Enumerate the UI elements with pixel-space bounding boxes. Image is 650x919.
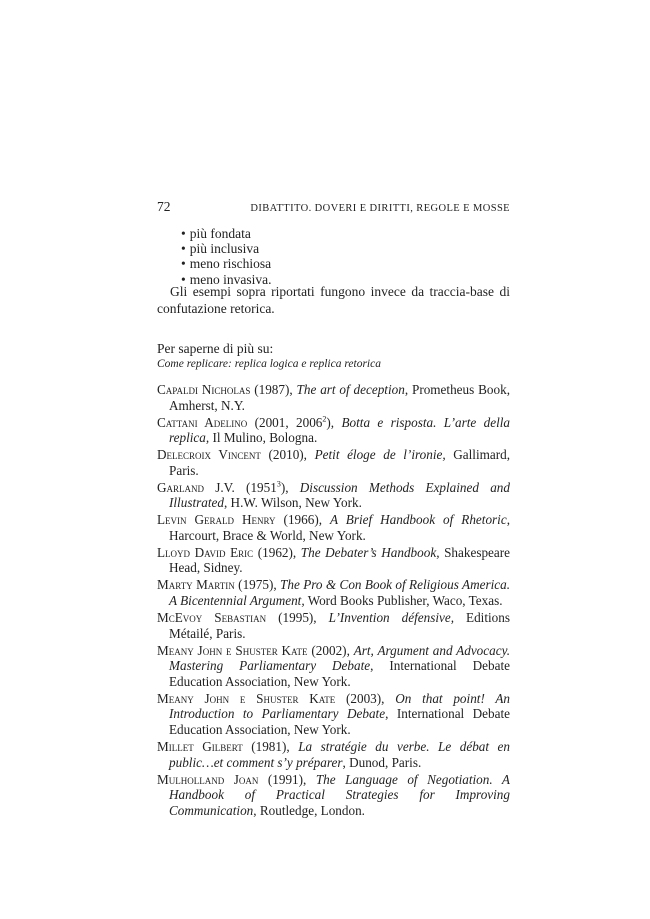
reference-author: Cattani Adelino <box>157 414 248 430</box>
reference-entry <box>157 691 510 738</box>
reference-publisher: Word Books Publisher, Waco, Texas. <box>304 593 503 609</box>
reference-year-close: ), <box>280 479 300 495</box>
reference-year: (1966), <box>283 512 330 528</box>
reference-entry <box>157 739 510 770</box>
running-head: DIBATTITO. DOVERI E DIRITTI, REGOLE E MOSSE <box>250 203 510 214</box>
reference-publisher: , International Debate Education Association, New York. <box>169 658 510 689</box>
reference-author: Mulholland Joan <box>157 771 259 787</box>
reference-publisher: , H.W. Wilson, New York. <box>223 495 362 511</box>
reference-title: Botta e risposta. L’arte della replica, <box>169 414 510 446</box>
bullet-item: • più inclusiva <box>181 241 271 256</box>
reference-author: Lloyd David Eric <box>157 544 254 560</box>
reference-author: Garland J.V. <box>157 479 235 495</box>
further-reading <box>157 341 510 372</box>
reference-entry <box>157 643 510 690</box>
reference-entry <box>157 512 510 543</box>
reference-entry <box>157 545 510 576</box>
reference-year: (1981), <box>251 738 299 754</box>
reference-author: McEvoy Sebastian <box>157 610 267 626</box>
reference-publisher: Editions Métailé, Paris. <box>169 610 510 641</box>
reference-publisher: Gallimard, Paris. <box>169 447 510 478</box>
reference-year: (1991), <box>267 771 316 787</box>
further-reading-subtitle: Come replicare: replica logica e replica retorica <box>157 358 381 370</box>
reference-entry <box>157 480 510 511</box>
further-reading-label: Per saperne di più su: <box>157 341 274 356</box>
reference-year: (2001, 2006 <box>254 414 323 430</box>
reference-title: The art of deception <box>296 382 405 397</box>
reference-publisher: Shakespeare Head, Sidney. <box>169 544 510 576</box>
reference-author: Meany John e Shuster Kate <box>157 690 336 706</box>
page-number: 72 <box>157 199 171 214</box>
reference-entry <box>157 382 510 413</box>
reference-entry <box>157 772 510 819</box>
reference-edition: 3 <box>276 479 281 489</box>
reference-author: Millet Gilbert <box>157 738 243 754</box>
reference-title: The Language of Negotiation. A Handbook of Practical Strategies for Improving Communication <box>169 771 510 818</box>
reference-publisher: , International Debate Education Association, New York. <box>169 706 511 737</box>
reference-publisher: , Routledge, London. <box>253 802 365 818</box>
reference-title: The Pro & Con Book of Religious America. A Bicentennial Argument, <box>169 577 511 609</box>
reference-title: Petit éloge de l’ironie, <box>314 447 446 463</box>
body-paragraph: Gli esempi sopra riportati fungono invece da traccia-base di confutazione retorica. <box>157 284 510 316</box>
reference-publisher: , Prometheus Book, Amherst, N.Y. <box>169 382 510 413</box>
reference-author: Delecroix Vincent <box>157 447 261 463</box>
reference-author: Marty Martin <box>157 577 235 593</box>
reference-edition: 2 <box>322 414 327 424</box>
reference-title: The Debater’s Handbook, <box>300 544 440 560</box>
reference-title: La stratégie du verbe. Le débat en public…et comment s’y préparer <box>169 738 510 770</box>
reference-year: (1951 <box>246 479 277 495</box>
bullet-list <box>181 226 271 287</box>
bullet-item: • più fondata <box>181 226 271 241</box>
reference-title: A Brief Handbook of Rhetoric <box>329 512 507 528</box>
reference-publisher: Il Mulino, Bologna. <box>209 430 318 446</box>
reference-year: (2010), <box>268 447 315 463</box>
page-header <box>157 199 510 215</box>
reference-title: Discussion Methods Explained and Illustrated <box>169 479 510 511</box>
reference-year: (1962), <box>257 544 301 560</box>
bullet-item: • meno invasiva. <box>181 272 271 287</box>
reference-year: (2003), <box>345 690 396 706</box>
reference-year: (2002), <box>311 642 354 658</box>
reference-publisher: , Harcourt, Brace & World, New York. <box>169 512 510 543</box>
reference-year-close: ), <box>326 414 342 430</box>
reference-title: Art, Argument and Advocacy. Mastering Parliamentary Debate <box>169 642 510 674</box>
reference-entry <box>157 447 510 478</box>
reference-year: (1975), <box>238 577 281 593</box>
reference-entry <box>157 610 510 641</box>
reference-author: Meany John e Shuster Kate <box>157 642 308 658</box>
reference-year: (1987), <box>254 382 297 397</box>
reference-publisher: , Dunod, Paris. <box>342 754 422 770</box>
reference-author: Capaldi Nicholas <box>157 382 251 397</box>
reference-author: Levin Gerald Henry <box>157 512 276 528</box>
reference-entry <box>157 577 510 608</box>
reference-year: (1995), <box>278 610 329 626</box>
reference-entry <box>157 415 510 446</box>
bullet-item: • meno rischiosa <box>181 256 271 271</box>
reference-title: L’Invention défensive, <box>328 610 455 626</box>
reference-list <box>157 382 510 820</box>
reference-title: On that point! An Introduction to Parliamentary Debate <box>169 690 511 722</box>
